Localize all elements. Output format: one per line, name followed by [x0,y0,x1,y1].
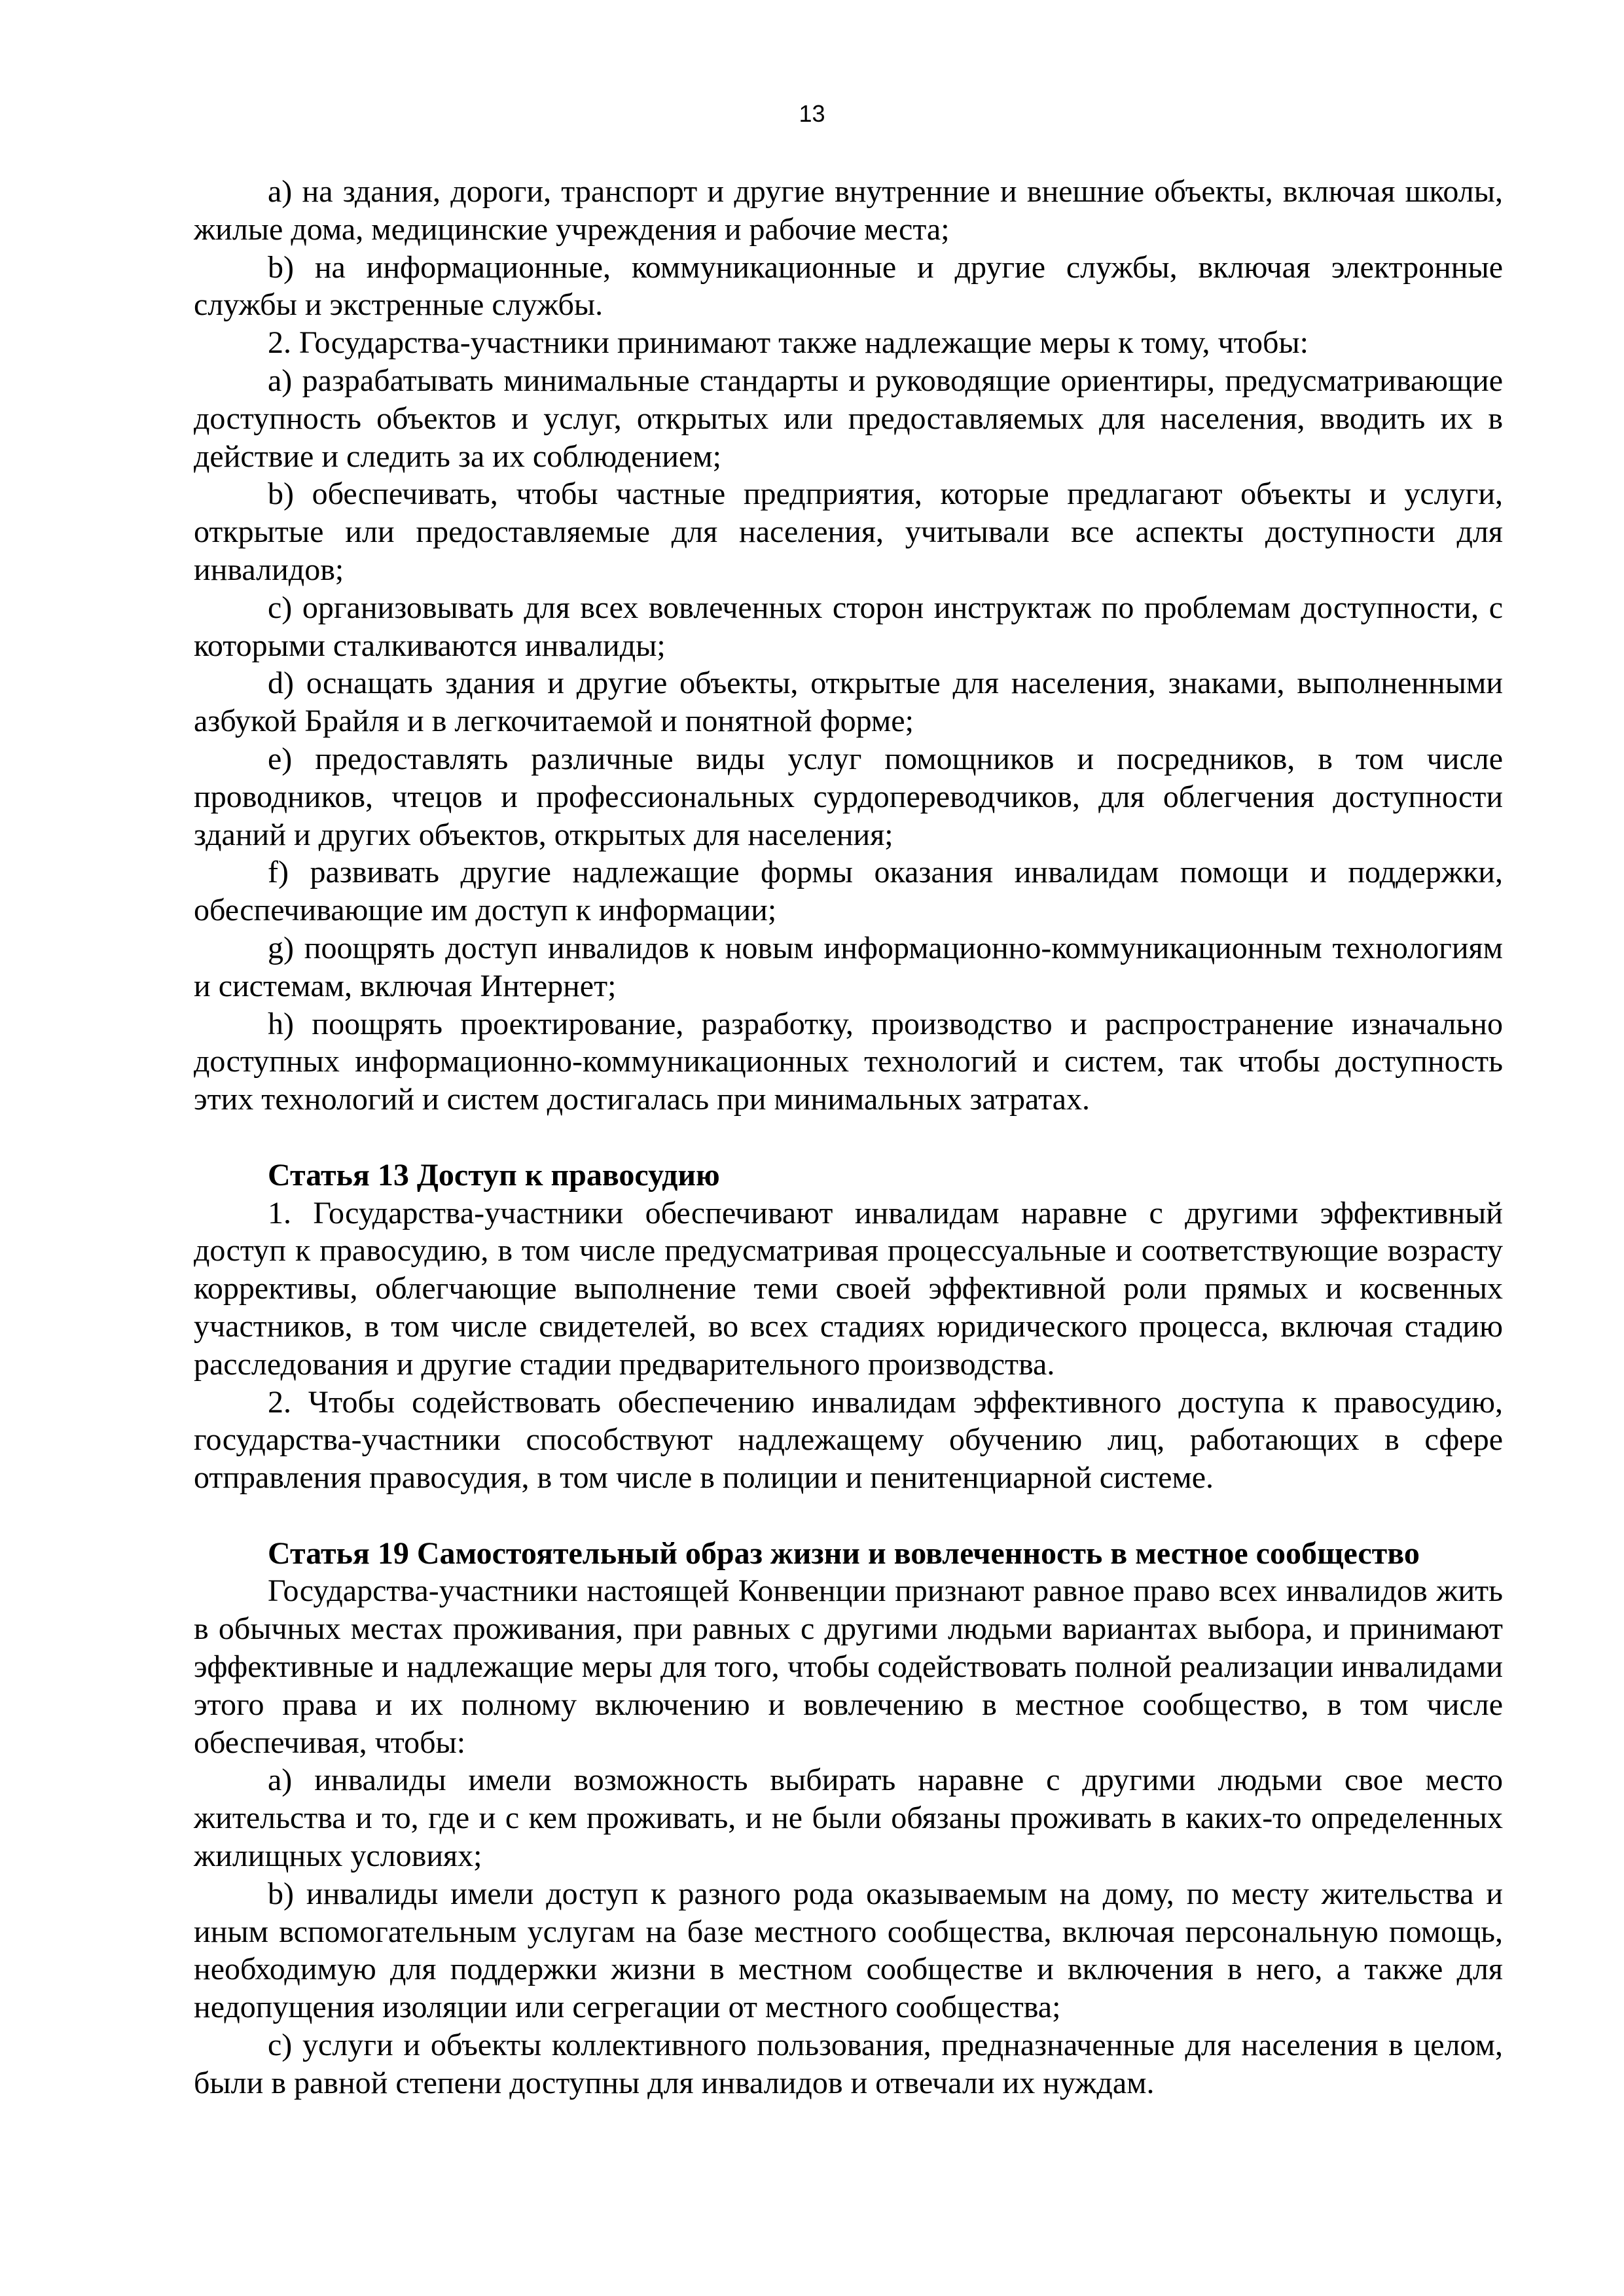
section-spacer [194,1119,1503,1157]
paragraph: d) оснащать здания и другие объекты, открытые для населения, знаками, выполненными азбукой Брайля и в легкочитаемой и понятной форме; [194,666,1503,739]
article-19-heading: Статья 19 Самостоятельный образ жизни и вовлеченность в местное сообщество [268,1535,1420,1571]
paragraph: b) на информационные, коммуникационные и другие службы, включая электронные службы и экстренные службы. [194,249,1503,323]
paragraph: 1. Государства-участники обеспечивают инвалидам наравне с другими эффективный доступ к правосудию, в том числе предусматривая процессуальные и соответствующие возрасту коррективы, облегчающие выполнение теми своей эффективной роли прямых и косвенных участников, в том числе свидетелей, во всех стадиях юридического процесса, включая стадию расследования и другие стадии предварительного производства. [194,1195,1503,1382]
paragraph: a) на здания, дороги, транспорт и другие внутренние и внешние объекты, включая школы, жилые дома, медицинские учреждения и рабочие места; [194,174,1503,247]
page-number: 13 [799,100,825,127]
paragraph: c) организовывать для всех вовлеченных сторон инструктаж по проблемам доступности, с которыми сталкиваются инвалиды; [194,590,1503,663]
paragraph: e) предоставлять различные виды услуг помощников и посредников, в том числе проводников, чтецов и профессиональных сурдопереводчиков, для облегчения доступности зданий и других объектов, открытых для населения; [194,741,1503,852]
paragraph: a) инвалиды имели возможность выбирать наравне с другими людьми свое место жительства и то, где и с кем проживать, и не были обязаны проживать в каких-то определенных жилищных условиях; [194,1763,1503,1874]
paragraph: Государства-участники настоящей Конвенции признают равное право всех инвалидов жить в обычных местах проживания, при равных с другими людьми вариантах выбора, и принимают эффективные и надлежащие меры для того, чтобы содействовать полной реализации инвалидами этого права и их полному включению и вовлечению в местное сообщество, в том числе обеспечивая, чтобы: [194,1573,1503,1760]
article-13-heading: Статья 13 Доступ к правосудию [268,1157,720,1193]
paragraph: h) поощрять проектирование, разработку, производство и распространение изначально доступных информационно-коммуникационных технологий и систем, так чтобы доступность этих технологий и систем достигалась при минимальных затратах. [194,1006,1503,1117]
accessibility-list-section [194,173,1503,1119]
section-spacer [194,1497,1503,1535]
paragraph: f) развивать другие надлежащие формы оказания инвалидам помощи и поддержки, обеспечивающие им доступ к информации; [194,855,1503,928]
paragraph: c) услуги и объекты коллективного пользования, предназначенные для населения в целом, были в равной степени доступны для инвалидов и отвечали их нуждам. [194,2028,1503,2100]
paragraph: b) инвалиды имели доступ к разного рода оказываемым на дому, по месту жительства и иным вспомогательным услугам на базе местного сообщества, включая персональную помощь, необходимую для поддержки жизни в местном сообществе и включения в него, а также для недопущения изоляции или сегрегации от местного сообщества; [194,1876,1503,2025]
paragraph: a) разрабатывать минимальные стандарты и руководящие ориентиры, предусматривающие доступность объектов и услуг, открытых или предоставляемых для населения, вводить их в действие и следить за их соблюдением; [194,363,1503,474]
document-body [194,173,1503,2102]
article-13-section [194,1157,1503,1497]
paragraph: 2. Государства-участники принимают также надлежащие меры к тому, чтобы: [268,325,1308,361]
article-19-section [194,1535,1503,2102]
paragraph: g) поощрять доступ инвалидов к новым информационно-коммуникационным технологиям и системам, включая Интернет; [194,930,1503,1003]
paragraph: b) обеспечивать, чтобы частные предприятия, которые предлагают объекты и услуги, открытые или предоставляемые для населения, учитывали все аспекты доступности для инвалидов; [194,476,1503,587]
paragraph: 2. Чтобы содействовать обеспечению инвалидам эффективного доступа к правосудию, государства-участники способствуют надлежащему обучению лиц, работающих в сфере отправления правосудия, в том числе в полиции и пенитенциарной системе. [194,1384,1503,1496]
